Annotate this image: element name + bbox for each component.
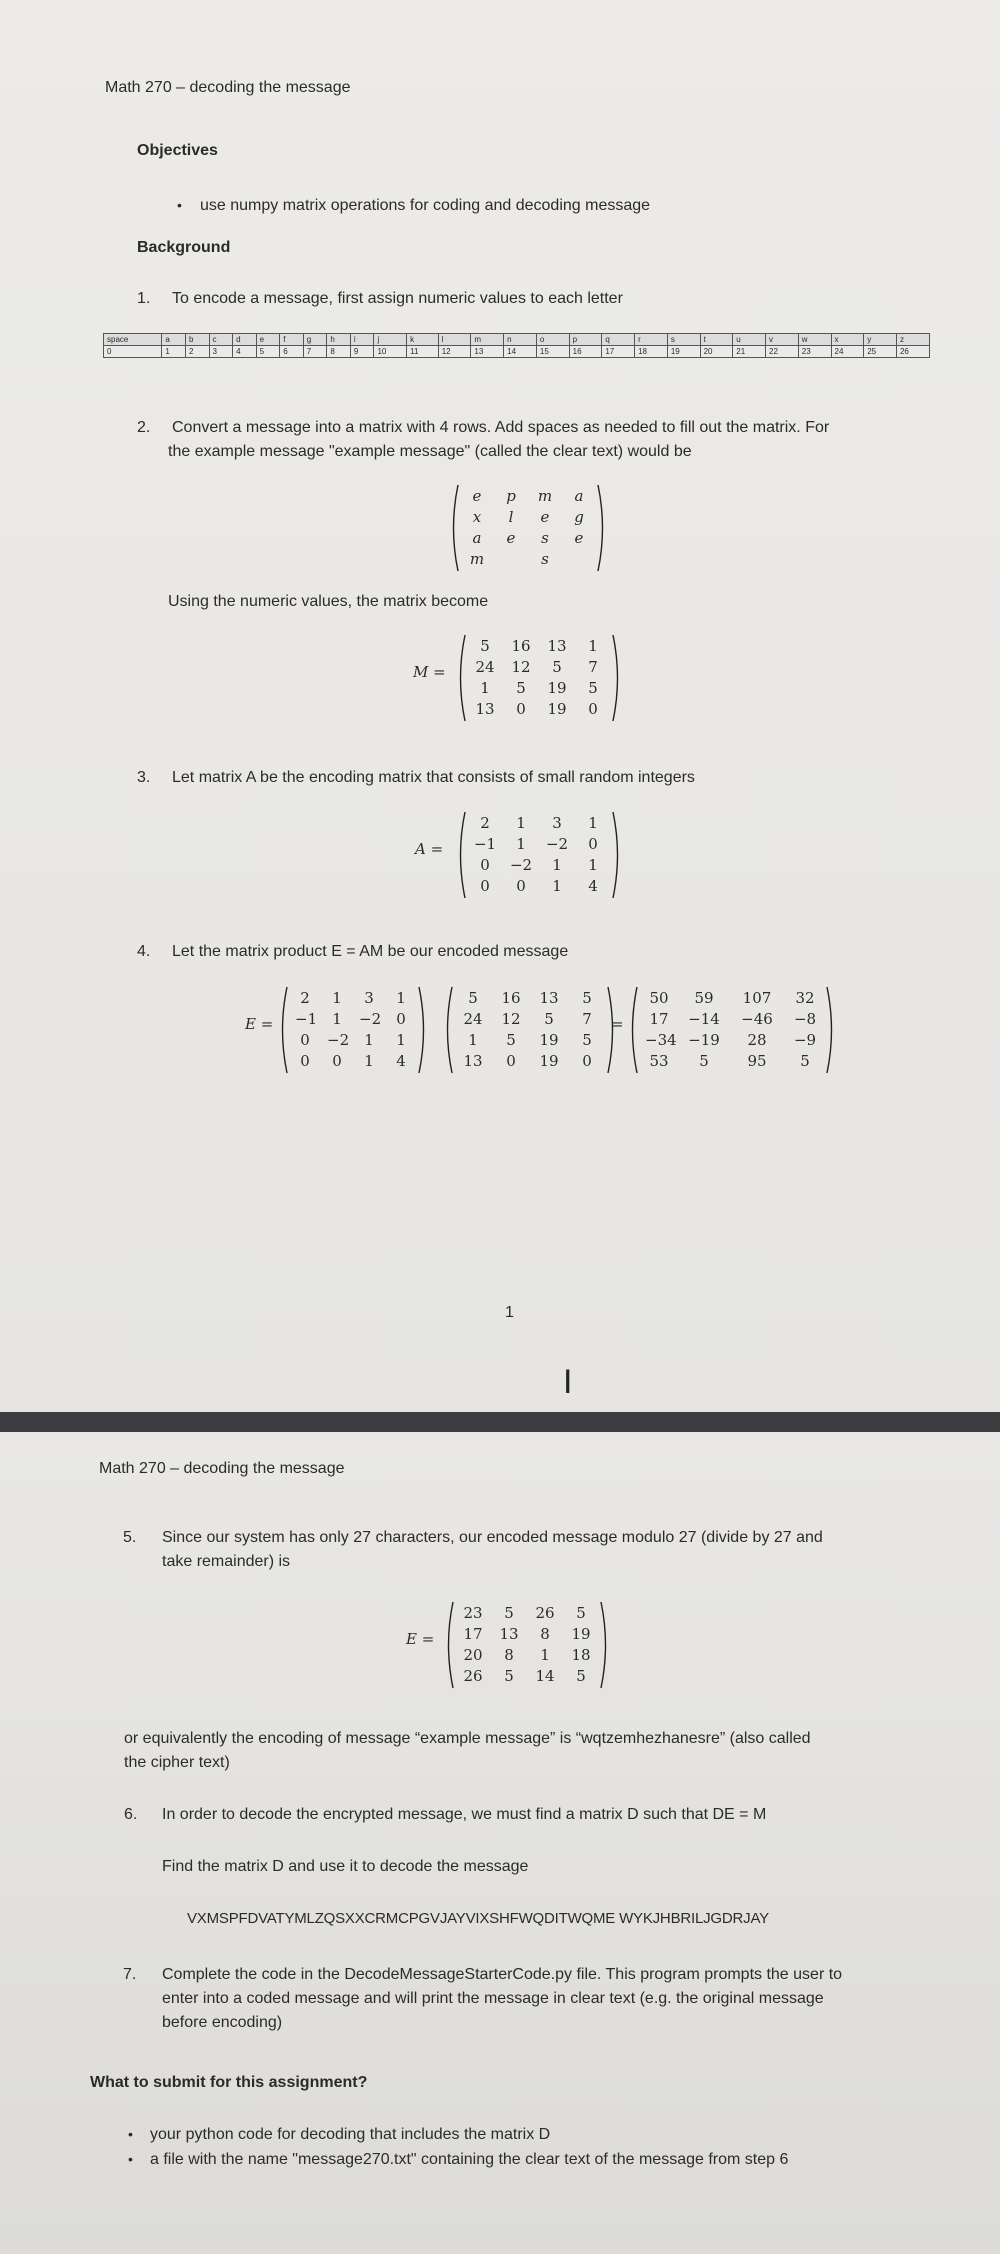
step-number: 6.	[124, 1806, 138, 1823]
matrix-cell: a	[472, 529, 482, 547]
matrix-cell: 19	[539, 1052, 559, 1070]
matrix-cell: 53	[649, 1052, 669, 1070]
alphabet-letter-cell: e	[256, 334, 280, 346]
matrix-cell: 0	[480, 856, 490, 874]
step-number: 3.	[137, 769, 151, 786]
matrix-cell: 5	[504, 1667, 514, 1685]
matrix-cell: 0	[582, 1052, 592, 1070]
alphabet-value-cell: 12	[438, 346, 471, 358]
step-2-line-2: the example message "example message" (called the clear text) would be	[168, 443, 692, 460]
alphabet-value-cell: 10	[374, 346, 407, 358]
alphabet-value-cell: 20	[700, 346, 733, 358]
matrix-cell: 4	[396, 1052, 406, 1070]
alphabet-value-cell: 18	[635, 346, 668, 358]
equivalent-line-2: the cipher text)	[124, 1754, 230, 1771]
e-mod-matrix	[443, 1600, 611, 1690]
page-header: Math 270 – decoding the message	[99, 1460, 345, 1477]
matrix-cell: 8	[540, 1625, 550, 1643]
alphabet-letter-cell: space	[104, 334, 162, 346]
alphabet-letter-cell: c	[209, 334, 233, 346]
step-4-text: Let the matrix product E = AM be our encoded message	[172, 943, 569, 960]
alphabet-value-cell: 1	[162, 346, 186, 358]
matrix-cell: 17	[463, 1625, 483, 1643]
matrix-cell: 59	[694, 989, 714, 1007]
matrix-cell: 0	[332, 1052, 342, 1070]
alphabet-letter-cell: i	[350, 334, 374, 346]
page-gap	[0, 1412, 1000, 1432]
e-result-matrix	[627, 985, 837, 1075]
submit-item-2: a file with the name "message270.txt" containing the clear text of the message from step 6	[150, 2151, 789, 2168]
a-matrix	[455, 810, 623, 900]
step-2-line-1: Convert a message into a matrix with 4 rows. Add spaces as needed to fill out the matrix. For	[172, 419, 830, 436]
matrix-cell: −14	[688, 1010, 720, 1028]
matrix-cell: −2	[509, 856, 533, 874]
alphabet-value-cell: 21	[733, 346, 766, 358]
matrix-cell	[562, 549, 596, 570]
alphabet-value-cell: 11	[407, 346, 439, 358]
matrix-cell: 2	[300, 989, 310, 1007]
a-matrix-grid	[467, 813, 611, 897]
matrix-cell: e	[472, 487, 482, 505]
matrix-cell: 1	[364, 1031, 374, 1049]
alphabet-value-cell: 2	[185, 346, 209, 358]
matrix-cell: 3	[552, 814, 562, 832]
step-number: 4.	[137, 943, 151, 960]
matrix-cell: x	[472, 508, 482, 526]
matrix-cell: 1	[468, 1031, 478, 1049]
submit-heading: What to submit for this assignment?	[90, 2074, 368, 2091]
alphabet-letter-cell: q	[602, 334, 635, 346]
matrix-cell: 1	[480, 679, 490, 697]
alphabet-value-cell: 15	[536, 346, 569, 358]
matrix-cell	[494, 549, 528, 570]
matrix-cell: 13	[547, 637, 567, 655]
step-7-line-1: Complete the code in the DecodeMessageStarterCode.py file. This program prompts the user to	[162, 1966, 843, 1983]
matrix-cell: −1	[295, 1010, 318, 1028]
step-6-text: In order to decode the encrypted message, we must find a matrix D such that DE = M	[162, 1806, 767, 1823]
alphabet-letter-cell: a	[162, 334, 186, 346]
alphabet-value-cell: 4	[233, 346, 257, 358]
alphabet-letter-cell: j	[374, 334, 407, 346]
matrix-cell: −34	[645, 1031, 677, 1049]
alphabet-letter-cell: r	[635, 334, 668, 346]
matrix-cell: 13	[539, 989, 559, 1007]
alphabet-letter-cell: g	[303, 334, 327, 346]
matrix-cell: m	[537, 487, 553, 505]
text-cursor-icon: I	[563, 1363, 573, 1401]
alphabet-letter-cell: s	[667, 334, 700, 346]
matrix-cell: 107	[742, 989, 772, 1007]
matrix-cell: 32	[795, 989, 815, 1007]
alphabet-value-cell: 5	[256, 346, 280, 358]
matrix-cell: 5	[699, 1052, 709, 1070]
alphabet-letter-cell: f	[280, 334, 304, 346]
alphabet-value-cell: 16	[569, 346, 602, 358]
e-label: E =	[406, 1630, 435, 1648]
m-matrix-grid	[467, 636, 611, 720]
e-m-matrix-grid	[454, 988, 606, 1072]
objectives-heading: Objectives	[137, 142, 218, 159]
alphabet-value-cell: 3	[209, 346, 233, 358]
matrix-cell: 20	[463, 1646, 483, 1664]
matrix-cell: e	[540, 508, 550, 526]
alphabet-value-row	[104, 346, 930, 358]
matrix-cell: 5	[504, 1604, 514, 1622]
matrix-cell: 0	[506, 1052, 516, 1070]
matrix-cell: 2	[480, 814, 490, 832]
background-heading: Background	[137, 239, 231, 256]
matrix-cell: 5	[800, 1052, 810, 1070]
equals-sign: =	[611, 1015, 624, 1033]
alphabet-value-cell: 0	[104, 346, 162, 358]
matrix-cell: −2	[545, 835, 569, 853]
matrix-cell: 5	[516, 679, 526, 697]
matrix-cell: 1	[588, 856, 598, 874]
letter-matrix-grid	[460, 486, 596, 570]
alphabet-value-cell: 17	[602, 346, 635, 358]
matrix-cell: 24	[463, 1010, 483, 1028]
matrix-cell: e	[574, 529, 584, 547]
matrix-cell: 0	[588, 700, 598, 718]
matrix-cell: −1	[473, 835, 497, 853]
alphabet-value-cell: 6	[280, 346, 304, 358]
matrix-cell: 5	[582, 989, 592, 1007]
alphabet-letter-cell: d	[233, 334, 257, 346]
matrix-cell: 14	[535, 1667, 555, 1685]
alphabet-letter-cell: b	[185, 334, 209, 346]
alphabet-letter-cell: x	[831, 334, 864, 346]
alphabet-letter-cell: k	[407, 334, 439, 346]
e-result-matrix-grid	[639, 988, 825, 1072]
matrix-cell: 0	[396, 1010, 406, 1028]
step-7-line-2: enter into a coded message and will print the message in clear text (e.g. the original message	[162, 1990, 824, 2007]
matrix-cell: 1	[552, 856, 562, 874]
a-label: A =	[415, 840, 444, 858]
right-paren	[596, 483, 608, 573]
page-2	[0, 1432, 1000, 2254]
matrix-cell: a	[574, 487, 584, 505]
matrix-cell: 0	[516, 877, 526, 895]
alphabet-letter-cell: v	[766, 334, 799, 346]
matrix-cell: g	[574, 508, 584, 526]
matrix-cell: 23	[463, 1604, 483, 1622]
step-7-line-3: before encoding)	[162, 2014, 283, 2031]
alphabet-letter-cell: z	[896, 334, 929, 346]
matrix-cell: 5	[576, 1604, 586, 1622]
alphabet-value-cell: 14	[504, 346, 537, 358]
e-mod-matrix-grid	[455, 1603, 599, 1687]
alphabet-value-cell: 7	[303, 346, 327, 358]
left-paren	[448, 483, 460, 573]
matrix-cell: −46	[741, 1010, 773, 1028]
matrix-cell: 0	[300, 1031, 310, 1049]
e-m-matrix	[442, 985, 618, 1075]
alphabet-letter-row	[104, 334, 930, 346]
matrix-cell: 26	[463, 1667, 483, 1685]
matrix-cell: −8	[793, 1010, 817, 1028]
alphabet-letter-cell: u	[733, 334, 766, 346]
alphabet-letter-cell: m	[471, 334, 504, 346]
matrix-cell: 1	[588, 814, 598, 832]
matrix-cell: 5	[588, 679, 598, 697]
step-number: 2.	[137, 419, 151, 436]
matrix-cell: −2	[327, 1031, 350, 1049]
matrix-cell: 0	[480, 877, 490, 895]
matrix-cell: 16	[511, 637, 531, 655]
matrix-cell: 1	[552, 877, 562, 895]
matrix-cell: 1	[332, 1010, 342, 1028]
matrix-cell: 12	[501, 1010, 521, 1028]
alphabet-letter-cell: o	[536, 334, 569, 346]
matrix-cell: 8	[504, 1646, 514, 1664]
step-1-text: To encode a message, first assign numeric values to each letter	[172, 290, 623, 307]
alphabet-value-cell: 13	[471, 346, 504, 358]
matrix-cell: 0	[516, 700, 526, 718]
matrix-cell: 28	[747, 1031, 767, 1049]
matrix-cell: 19	[539, 1031, 559, 1049]
matrix-cell: −2	[359, 1010, 382, 1028]
alphabet-value-cell: 22	[766, 346, 799, 358]
alphabet-letter-cell: h	[327, 334, 351, 346]
matrix-cell: 1	[588, 637, 598, 655]
matrix-cell: 1	[516, 814, 526, 832]
page-header: Math 270 – decoding the message	[105, 79, 351, 96]
matrix-cell: 1	[396, 1031, 406, 1049]
matrix-cell: e	[506, 529, 516, 547]
m-label: M =	[413, 663, 446, 681]
matrix-cell: 1	[332, 989, 342, 1007]
matrix-cell: 3	[364, 989, 374, 1007]
matrix-cell: 1	[396, 989, 406, 1007]
matrix-cell: 5	[506, 1031, 516, 1049]
alphabet-letter-cell: n	[504, 334, 537, 346]
alphabet-value-cell: 26	[896, 346, 929, 358]
objective-item: use numpy matrix operations for coding and decoding message	[200, 197, 651, 214]
alphabet-value-cell: 25	[864, 346, 897, 358]
step-number: 1.	[137, 290, 151, 307]
matrix-cell: 13	[463, 1052, 483, 1070]
matrix-cell: 19	[547, 700, 567, 718]
matrix-cell: 16	[501, 989, 521, 1007]
alphabet-value-cell: 24	[831, 346, 864, 358]
matrix-cell: 24	[475, 658, 495, 676]
matrix-cell: 5	[468, 989, 478, 1007]
matrix-cell: l	[508, 508, 514, 526]
matrix-cell: 5	[552, 658, 562, 676]
matrix-cell: m	[469, 550, 485, 568]
cipher-text: VXMSPFDVATYMLZQSXXCRMCPGVJAYVIXSHFWQDITWQME WYKJHBRILJGDRJAY	[187, 1910, 769, 1927]
alphabet-letter-cell: t	[700, 334, 733, 346]
step-3-text: Let matrix A be the encoding matrix that consists of small random integers	[172, 769, 695, 786]
matrix-cell: 5	[582, 1031, 592, 1049]
find-matrix-text: Find the matrix D and use it to decode the message	[162, 1858, 529, 1875]
alphabet-letter-cell: p	[569, 334, 602, 346]
matrix-cell: 13	[475, 700, 495, 718]
matrix-cell: 95	[747, 1052, 767, 1070]
e-a-matrix	[277, 985, 429, 1075]
alphabet-value-cell: 9	[350, 346, 374, 358]
matrix-cell: 18	[571, 1646, 591, 1664]
bullet-icon: •	[128, 2126, 133, 2142]
alphabet-letter-cell: w	[798, 334, 831, 346]
matrix-cell: −9	[793, 1031, 817, 1049]
matrix-cell: 19	[547, 679, 567, 697]
page-number: 1	[505, 1304, 514, 1321]
matrix-cell: 13	[499, 1625, 519, 1643]
matrix-cell: −19	[688, 1031, 720, 1049]
step-number: 7.	[123, 1966, 137, 1983]
bullet-icon: •	[177, 197, 182, 213]
matrix-cell: 7	[588, 658, 598, 676]
matrix-cell: 26	[535, 1604, 555, 1622]
matrix-cell: 50	[649, 989, 669, 1007]
alphabet-value-cell: 8	[327, 346, 351, 358]
matrix-cell: 1	[364, 1052, 374, 1070]
matrix-cell: s	[541, 550, 549, 568]
matrix-cell: 5	[480, 637, 490, 655]
submit-item-1: your python code for decoding that includes the matrix D	[150, 2126, 551, 2143]
step-number: 5.	[123, 1529, 137, 1546]
matrix-cell: 5	[544, 1010, 554, 1028]
matrix-cell: 4	[588, 877, 598, 895]
step-5-line-1: Since our system has only 27 characters, our encoded message modulo 27 (divide by 27 and	[162, 1529, 823, 1546]
matrix-cell: p	[506, 487, 516, 505]
matrix-cell: 7	[582, 1010, 592, 1028]
matrix-cell: 17	[649, 1010, 669, 1028]
m-matrix	[455, 633, 623, 723]
letter-matrix	[448, 483, 608, 573]
alphabet-value-cell: 23	[798, 346, 831, 358]
matrix-cell: 5	[576, 1667, 586, 1685]
numeric-intro: Using the numeric values, the matrix become	[168, 593, 489, 610]
e-label: E =	[245, 1015, 274, 1033]
matrix-cell: 1	[516, 835, 526, 853]
matrix-cell: 1	[540, 1646, 550, 1664]
bullet-icon: •	[128, 2151, 133, 2167]
equivalent-line-1: or equivalently the encoding of message “example message” is “wqtzemhezhanesre” (also called	[124, 1730, 811, 1747]
matrix-cell: s	[541, 529, 549, 547]
alphabet-value-cell: 19	[667, 346, 700, 358]
step-5-line-2: take remainder) is	[162, 1553, 291, 1570]
matrix-cell: 0	[588, 835, 598, 853]
matrix-cell: 19	[571, 1625, 591, 1643]
alphabet-letter-cell: y	[864, 334, 897, 346]
e-a-matrix-grid	[289, 988, 417, 1072]
alphabet-table	[103, 333, 930, 358]
alphabet-letter-cell: l	[438, 334, 471, 346]
matrix-cell: 0	[300, 1052, 310, 1070]
matrix-cell: 12	[511, 658, 531, 676]
